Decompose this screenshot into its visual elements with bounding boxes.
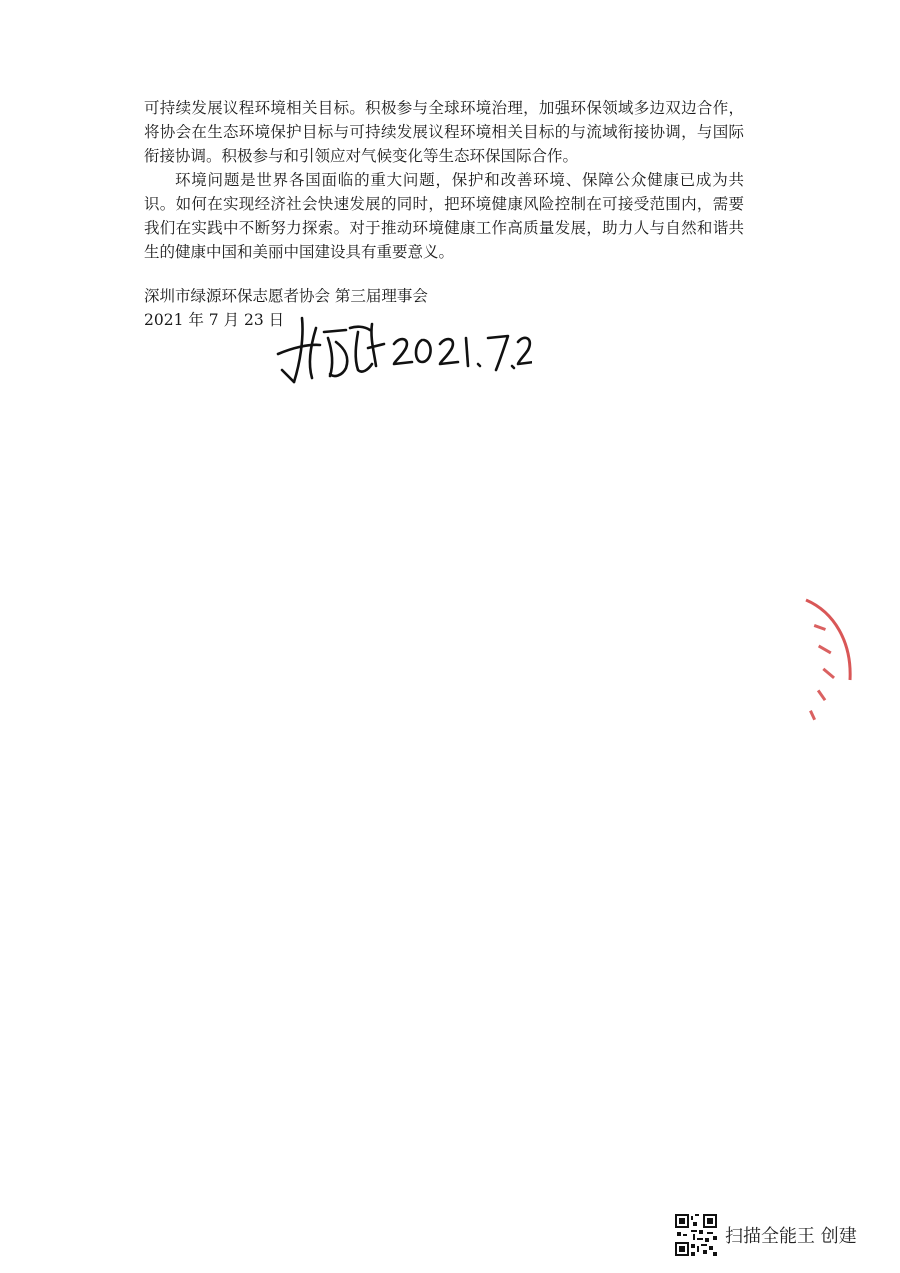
scanner-label: 扫描全能王 创建 — [725, 1226, 857, 1247]
handwritten-signature — [272, 308, 532, 388]
signatory-name: 深圳市绿源环保志愿者协会 第三届理事会 — [144, 287, 428, 305]
qr-code-icon — [675, 1214, 717, 1256]
document-body — [144, 96, 744, 264]
scanner-watermark — [675, 1214, 857, 1256]
paragraph-2: 环境问题是世界各国面临的重大问题，保护和改善环境、保障公众健康已成为共识。如何在实现经济社会快速发展的同时，把环境健康风险控制在可接受范围内，需要我们在实践中不断努力探索。对于推动环境健康工作高质量发展，助力人与自然和谐共生的健康中国和美丽中国建设具有重要意义。 — [144, 171, 744, 261]
document-date: 2021 年 7 月 23 日 — [144, 311, 285, 329]
official-seal — [788, 596, 858, 736]
paragraph-1: 可持续发展议程环境相关目标。积极参与全球环境治理，加强环保领域多边双边合作，将协会在生态环境保护目标与可持续发展议程环境相关目标的与流域衔接协调，与国际衔接协调。积极参与和引领应对气候变化等生态环保国际合作。 — [144, 99, 744, 165]
